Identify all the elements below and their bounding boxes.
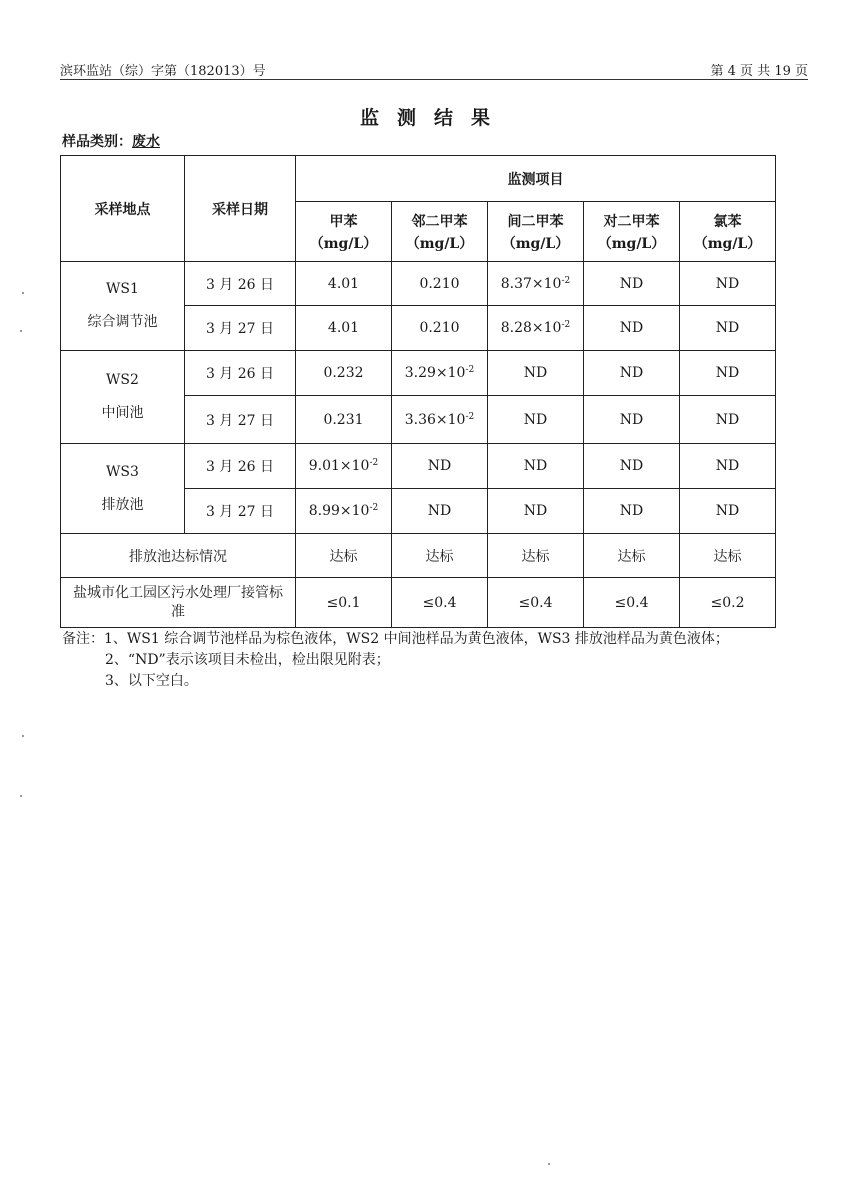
value-cell: ND bbox=[392, 489, 488, 534]
value-cell: ND bbox=[488, 489, 584, 534]
results-table bbox=[60, 155, 776, 628]
value-cell: ND bbox=[488, 351, 584, 396]
sample-type-label: 样品类别： bbox=[62, 134, 132, 150]
value-cell: ND bbox=[584, 262, 680, 306]
standard-value: ≤0.4 bbox=[392, 578, 488, 628]
standard-value: ≤0.4 bbox=[584, 578, 680, 628]
value-cell: 0.232 bbox=[296, 351, 392, 396]
header-param-p-xylene: 对二甲苯 （mg/L） bbox=[584, 202, 680, 262]
value-cell: ND bbox=[392, 444, 488, 489]
scan-artifact bbox=[20, 795, 22, 797]
standard-value: ≤0.1 bbox=[296, 578, 392, 628]
value-cell: 4.01 bbox=[296, 306, 392, 351]
scan-artifact bbox=[22, 292, 24, 294]
standard-value: ≤0.2 bbox=[680, 578, 776, 628]
value-cell: ND bbox=[584, 351, 680, 396]
table-row bbox=[61, 444, 776, 489]
table-row bbox=[61, 262, 776, 306]
sample-type-value: 废水 bbox=[132, 134, 160, 150]
value-cell: ND bbox=[680, 444, 776, 489]
page-title: 监测结果 bbox=[359, 107, 508, 129]
value-cell: ND bbox=[584, 444, 680, 489]
sample-type bbox=[62, 131, 160, 151]
value-cell: 0.231 bbox=[296, 396, 392, 444]
value-cell: $8.37\times 10^{-2}$ bbox=[488, 262, 584, 306]
value-cell: $3.29\times 10^{-2}$ bbox=[392, 351, 488, 396]
date-cell: 3 月 27 日 bbox=[185, 396, 296, 444]
location-cell: WS3 排放池 bbox=[61, 444, 185, 534]
compliance-value: 达标 bbox=[680, 534, 776, 578]
compliance-value: 达标 bbox=[488, 534, 584, 578]
header-divider bbox=[60, 79, 808, 80]
value-cell: 4.01 bbox=[296, 262, 392, 306]
page-info: 第 4 页 共 19 页 bbox=[710, 64, 808, 79]
compliance-value: 达标 bbox=[584, 534, 680, 578]
compliance-value: 达标 bbox=[392, 534, 488, 578]
value-cell: ND bbox=[680, 262, 776, 306]
note-line: 2、“ND”表示该项目未检出，检出限见附表； bbox=[105, 652, 390, 668]
page-header bbox=[60, 60, 808, 79]
date-cell: 3 月 26 日 bbox=[185, 351, 296, 396]
value-cell: ND bbox=[488, 396, 584, 444]
value-cell: ND bbox=[488, 444, 584, 489]
header-date: 采样日期 bbox=[185, 156, 296, 262]
note-line: 备注：1、WS1 综合调节池样品为棕色液体，WS2 中间池样品为黄色液体，WS3 排放池样品为黄色液体； bbox=[62, 631, 729, 647]
note-line: 3、以下空白。 bbox=[105, 673, 198, 689]
date-cell: 3 月 26 日 bbox=[185, 444, 296, 489]
header-param-toluene: 甲苯 （mg/L） bbox=[296, 202, 392, 262]
compliance-row bbox=[61, 534, 776, 578]
value-cell: ND bbox=[584, 306, 680, 351]
header-param-m-xylene: 间二甲苯 （mg/L） bbox=[488, 202, 584, 262]
value-cell: $8.99\times 10^{-2}$ bbox=[296, 489, 392, 534]
value-cell: ND bbox=[584, 489, 680, 534]
location-cell: WS1 综合调节池 bbox=[61, 262, 185, 351]
value-cell: $9.01\times 10^{-2}$ bbox=[296, 444, 392, 489]
notes bbox=[62, 629, 729, 692]
value-cell: 0.210 bbox=[392, 306, 488, 351]
compliance-value: 达标 bbox=[296, 534, 392, 578]
table-row bbox=[61, 351, 776, 396]
header-param-chlorobenzene: 氯苯 （mg/L） bbox=[680, 202, 776, 262]
document-number: 滨环监站（综）字第（182013）号 bbox=[60, 64, 266, 79]
scan-artifact bbox=[22, 735, 24, 737]
value-cell: $3.36\times 10^{-2}$ bbox=[392, 396, 488, 444]
value-cell: $8.28\times 10^{-2}$ bbox=[488, 306, 584, 351]
location-cell: WS2 中间池 bbox=[61, 351, 185, 444]
value-cell: ND bbox=[584, 396, 680, 444]
date-cell: 3 月 27 日 bbox=[185, 306, 296, 351]
scan-artifact bbox=[20, 330, 22, 332]
value-cell: ND bbox=[680, 396, 776, 444]
value-cell: 0.210 bbox=[392, 262, 488, 306]
date-cell: 3 月 26 日 bbox=[185, 262, 296, 306]
standard-value: ≤0.4 bbox=[488, 578, 584, 628]
standard-row bbox=[61, 578, 776, 628]
header-monitoring-items: 监测项目 bbox=[296, 156, 776, 202]
value-cell: ND bbox=[680, 306, 776, 351]
scan-artifact bbox=[548, 1163, 550, 1165]
date-cell: 3 月 27 日 bbox=[185, 489, 296, 534]
header-location: 采样地点 bbox=[61, 156, 185, 262]
value-cell: ND bbox=[680, 351, 776, 396]
standard-label: 盐城市化工园区污水处理厂接管标准 bbox=[61, 578, 296, 628]
header-param-o-xylene: 邻二甲苯 （mg/L） bbox=[392, 202, 488, 262]
value-cell: ND bbox=[680, 489, 776, 534]
compliance-label: 排放池达标情况 bbox=[61, 534, 296, 578]
